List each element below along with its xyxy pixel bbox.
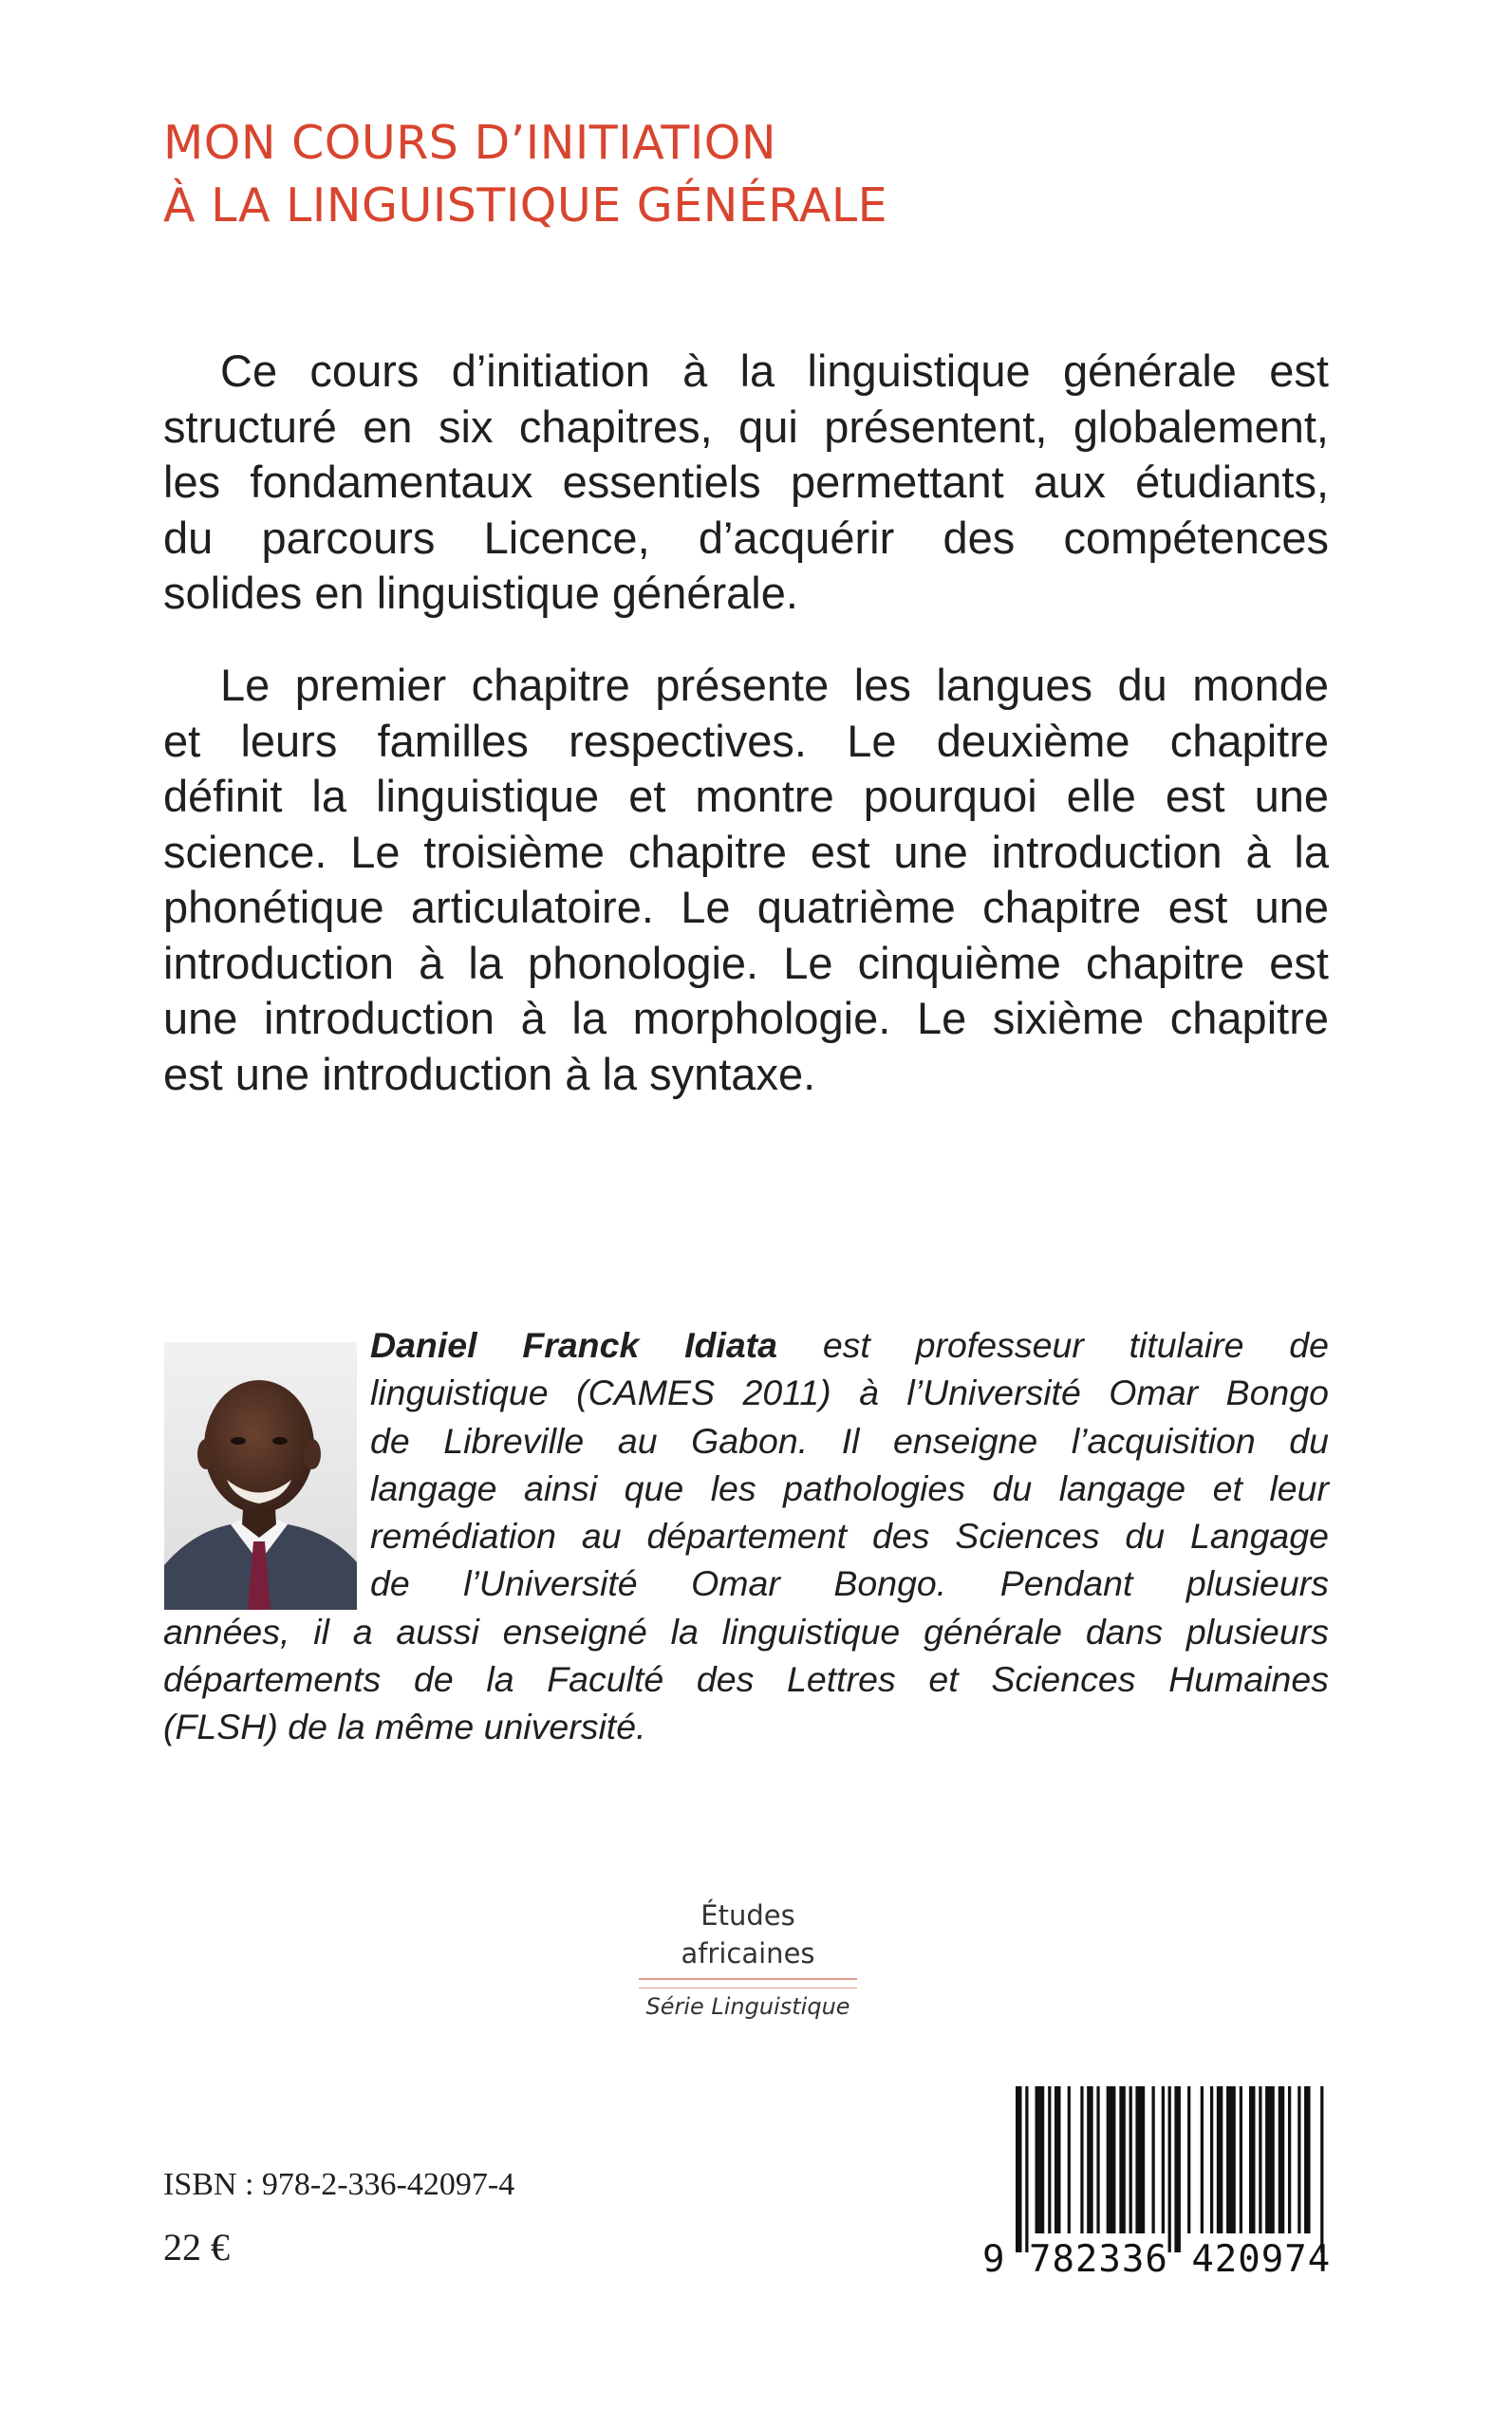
- barcode-bar: [1055, 2086, 1060, 2233]
- summary-paragraph-2: [163, 658, 1329, 1102]
- barcode-bar: [1025, 2086, 1028, 2252]
- text-line: les fondamentaux essentiels permettant aux étudiants,: [163, 457, 1329, 507]
- author-name: Daniel Franck Idiata: [370, 1325, 778, 1365]
- barcode-bar: [1087, 2086, 1092, 2233]
- barcode-bar: [1036, 2086, 1045, 2233]
- text-line: structuré en six chapitres, qui présentent, globalement,: [163, 401, 1329, 452]
- barcode-bar: [1279, 2086, 1284, 2233]
- isbn: ISBN : 978-2-336-42097-4: [163, 2167, 515, 2202]
- barcode-bar: [1080, 2086, 1083, 2233]
- title-line-1: MON COURS D’INITIATION: [163, 116, 777, 170]
- barcode-bar: [1304, 2086, 1310, 2233]
- bio-line: langage ainsi que les pathologies du langage et leur: [370, 1467, 1329, 1508]
- price: 22 €: [163, 2226, 230, 2269]
- barcode-bar: [1119, 2086, 1125, 2233]
- barcode-bar: [1249, 2086, 1255, 2233]
- bio-line: [163, 1321, 1329, 1369]
- barcode-bar: [1288, 2086, 1291, 2233]
- text-line: définit la linguistique et montre pourquoi elle est une: [163, 771, 1329, 821]
- barcode-bar: [1162, 2086, 1165, 2233]
- barcode-bar: [1210, 2086, 1213, 2233]
- author-bio: [163, 1321, 1329, 1751]
- barcode-bar: [1226, 2086, 1236, 2233]
- title-line-2: À LA LINGUISTIQUE GÉNÉRALE: [163, 178, 888, 233]
- barcode-bar: [1297, 2086, 1300, 2233]
- barcode-bar: [1129, 2086, 1132, 2233]
- text-line: solides en linguistique générale.: [163, 568, 798, 618]
- text-line: phonétique articulatoire. Le quatrième chapitre est une: [163, 882, 1329, 932]
- bio-line: années, il a aussi enseigné la linguistique générale dans plusieurs: [163, 1611, 1329, 1652]
- barcode-bar: [1187, 2086, 1190, 2233]
- barcode-bar: [1201, 2086, 1204, 2233]
- series-subtitle: Série Linguistique: [639, 1988, 857, 2023]
- text-line: une introduction à la morphologie. Le sixième chapitre: [163, 993, 1329, 1043]
- text-line: et leurs familles respectives. Le deuxième chapitre: [163, 715, 1329, 766]
- barcode-bar: [1016, 2086, 1021, 2252]
- text-line: introduction à la phonologie. Le cinquième chapitre est: [163, 937, 1329, 988]
- bio-line: (FLSH) de la même université.: [163, 1707, 646, 1747]
- bio-line: de l’Université Omar Bongo. Pendant plusieurs: [370, 1563, 1329, 1604]
- barcode-bar: [1320, 2086, 1323, 2252]
- barcode-bar: [1168, 2086, 1171, 2252]
- barcode-digits: 9 782336 420974: [982, 2238, 1332, 2281]
- text-line: Le premier chapitre présente les langues du monde: [220, 660, 1329, 710]
- book-title: [163, 112, 1397, 237]
- barcode-bar: [1265, 2086, 1275, 2233]
- series-logo: [639, 1896, 857, 2023]
- bio-line: départements de la Faculté des Lettres et Sciences Humaines: [163, 1659, 1329, 1700]
- barcode-bar: [1068, 2086, 1071, 2233]
- bio-first-line: est professeur titulaire de: [777, 1325, 1329, 1365]
- barcode-bar: [1048, 2086, 1051, 2233]
- barcode-bar: [1174, 2086, 1180, 2252]
- barcode-bar: [1259, 2086, 1261, 2233]
- barcode-bar: [1217, 2086, 1223, 2233]
- series-name: Études africaines: [639, 1896, 857, 1980]
- bio-line: linguistique (CAMES 2011) à l’Université Omar Bongo: [370, 1373, 1329, 1413]
- barcode-bar: [1240, 2086, 1242, 2233]
- barcode-bar: [1096, 2086, 1099, 2233]
- bio-line: de Libreville au Gabon. Il enseigne l’acquisition du: [370, 1420, 1329, 1461]
- text-line: du parcours Licence, d’acquérir des compétences: [163, 512, 1329, 563]
- bio-line: remédiation au département des Sciences du Langage: [370, 1516, 1329, 1557]
- summary-paragraph-1: [163, 344, 1329, 622]
- barcode-bar: [1107, 2086, 1116, 2233]
- text-line: est une introduction à la syntaxe.: [163, 1048, 816, 1099]
- text-line: Ce cours d’initiation à la linguistique générale est: [220, 345, 1329, 396]
- text-line: science. Le troisième chapitre est une introduction à la: [163, 826, 1329, 877]
- barcode-bar: [1135, 2086, 1145, 2233]
- barcode-bar: [1152, 2086, 1155, 2233]
